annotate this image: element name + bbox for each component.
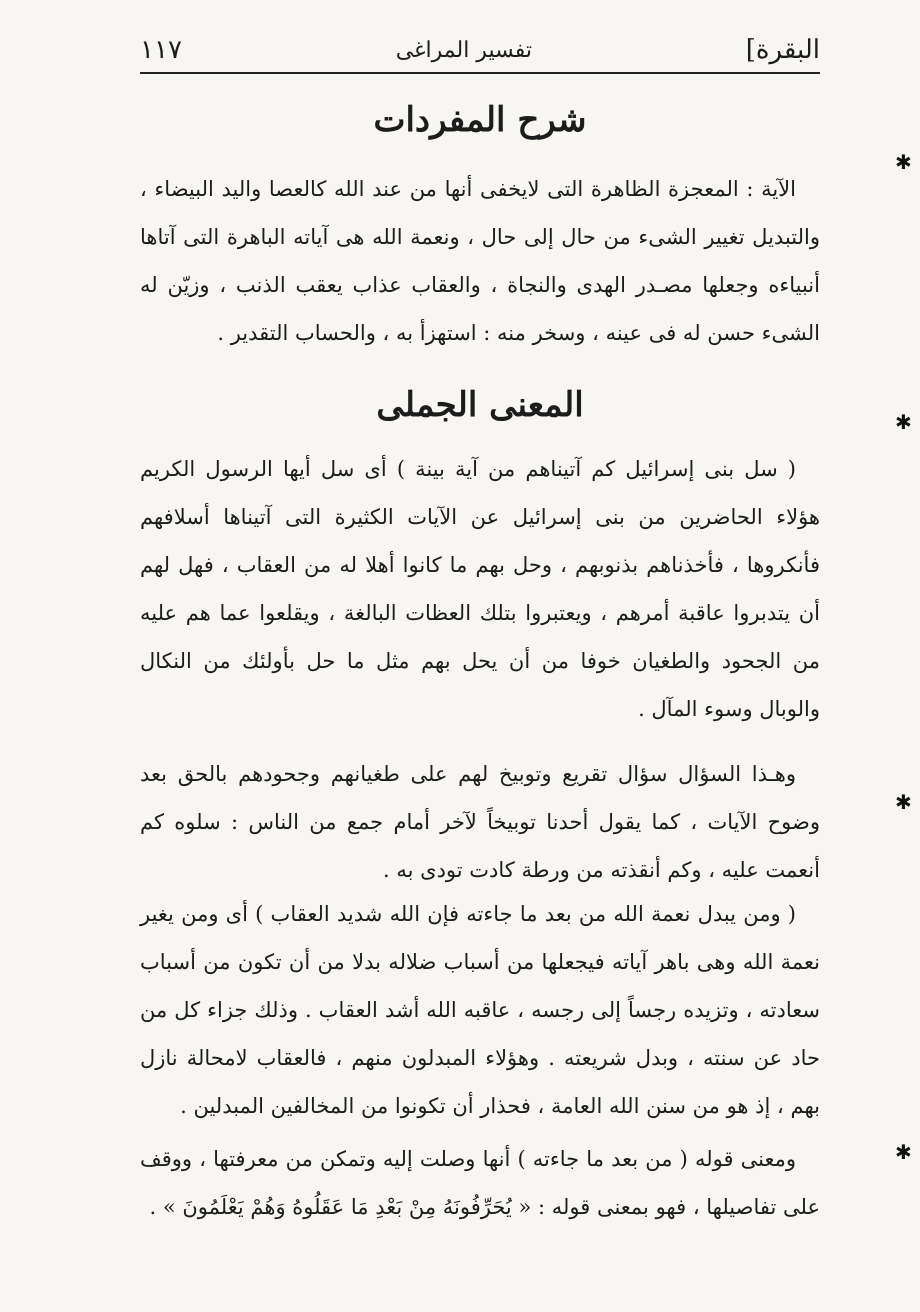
vocab-heading: شرح المفردات — [373, 100, 587, 140]
book-title: تفسير المراغى — [395, 37, 532, 63]
surah-name: البقرة] — [745, 35, 820, 65]
paragraph-text: وهـذا السؤال سؤال تقريع وتوبيخ لهم على طغيانهم وجحودهم بالحق بعد وضوح الآيات ، كما يقول أحدنا توبيخاً لآخر أمام جمع من الناس : سلوه كم أنعمت عليه ، وكم أنقذته من ورطة كادت تودى به . — [140, 762, 820, 882]
vocab-text: الآية : المعجزة الظاهرة التى لايخفى أنها من عند الله كالعصا واليد البيضاء ، والتبديل تغيير الشىء من حال إلى حال ، ونعمة الله هى آياته الباهرة التى آتاها أنبياءه وجعلها مصـدر الهدى والنجاة ، والعقاب عذاب يعقب الذنب ، وزيّن له الشىء حسن له فى عينه ، وسخر منه : استهزأ به ، والحساب التقدير . — [140, 177, 820, 345]
ink-blot-icon: ✱ — [895, 1140, 912, 1164]
paragraph-text: ومعنى قوله ( من بعد ما جاءته ) أنها وصلت إليه وتمكن من معرفتها ، ووقف على تفاصيلها ، فهو بمعنى قوله : « يُحَرِّفُونَهُ مِنْ بَعْدِ مَا عَقَلُوهُ وَهُمْ يَعْلَمُونَ » . — [140, 1147, 820, 1219]
ink-blot-icon: ✱ — [895, 150, 912, 174]
paragraph-text: ( سل بنى إسرائيل كم آتيناهم من آية بينة ) أى سل أيها الرسول الكريم هؤلاء الحاضرين من بنى إسرائيل عن الآيات الكثيرة التى آتيناها أسلافهم فأنكروها ، فأخذناهم بذنوبهم ، وحل بهم ما كانوا أهلا له من العقاب ، فهل لهم أن يتدبروا عاقبة أمرهم ، ويعتبروا بتلك العظات البالغة ، ويقلعوا عما هم عليه من الجحود والطغيان خوفا من أن يحل بهم مثل ما حل بأولئك من النكال والوبال وسوء المآل . — [140, 457, 820, 721]
paragraph-text: ( ومن يبدل نعمة الله من بعد ما جاءته فإن الله شديد العقاب ) أى ومن يغير نعمة الله وهى باهر آياته فيجعلها من أسباب ضلاله بدلا من أن تكون من أسباب سعادته ، وتزيده رجساً إلى رجسه ، عاقبه الله أشد العقاب . وذلك جزاء كل من حاد عن سنته ، وبدل شريعته . وهؤلاء المبدلون منهم ، فالعقاب لامحالة نازل بهم ، إذ هو من سنن الله العامة ، فحذار أن تكونوا من المخالفين المبدلين . — [140, 902, 820, 1118]
running-head — [140, 28, 820, 72]
summary-heading: المعنى الجملى — [376, 385, 584, 425]
summary-paragraph-2 — [140, 750, 820, 894]
ink-blot-icon: ✱ — [895, 410, 912, 434]
ink-blot-icon: ✱ — [895, 790, 912, 814]
header-rule — [140, 72, 820, 74]
summary-paragraph-1 — [140, 445, 820, 733]
summary-paragraph-4 — [140, 1135, 820, 1231]
page-number: ١١٧ — [140, 35, 182, 65]
summary-paragraph-3 — [140, 890, 820, 1130]
vocab-paragraph — [140, 165, 820, 357]
